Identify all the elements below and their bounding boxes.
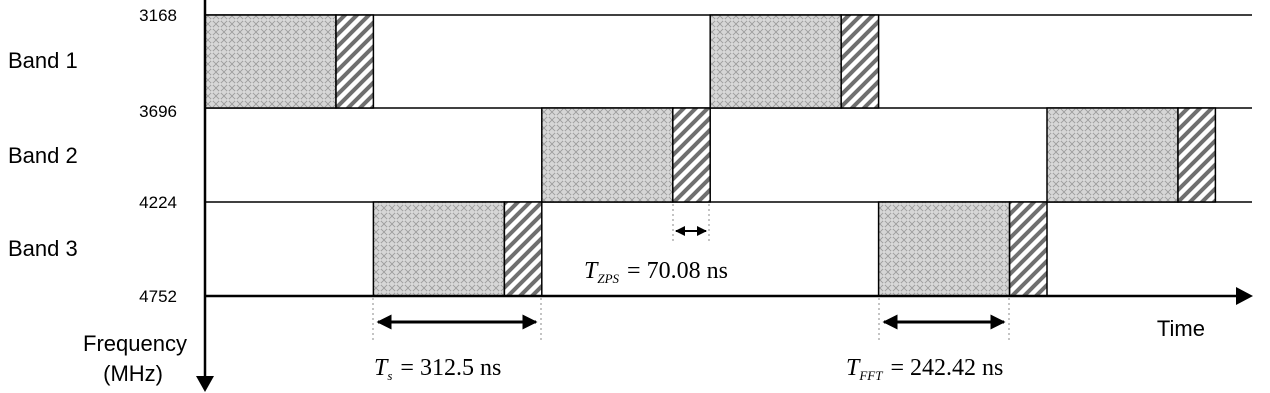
fft-block-3 (542, 108, 673, 202)
tfft-annotation (846, 355, 1003, 383)
fft-block-5 (879, 202, 1010, 296)
zps-block-1 (336, 15, 373, 108)
tick-4752: 4752 (139, 287, 177, 306)
band-label-1: Band 1 (8, 48, 78, 73)
fft-block-6 (1047, 108, 1178, 202)
tfft-subscript: FFT (859, 368, 883, 383)
ts-symbol: T (374, 355, 388, 381)
tfft-value: = 242.42 ns (890, 355, 1004, 381)
ts-annotation (374, 355, 501, 383)
time-axis-arrowhead (1236, 287, 1253, 305)
fft-block-4 (710, 15, 841, 108)
x-axis-label: Time (1156, 316, 1205, 341)
tfft-symbol: T (846, 355, 860, 381)
tzps-annotation (584, 258, 728, 286)
y-axis-label-line1: Frequency (83, 331, 187, 356)
band-label-3: Band 3 (8, 236, 78, 261)
fft-block-2 (373, 202, 504, 296)
tick-3696: 3696 (139, 102, 177, 121)
zps-block-2 (504, 202, 541, 296)
ts-subscript: s (387, 368, 393, 383)
fft-block-1 (205, 15, 336, 108)
zps-block-5 (1010, 202, 1047, 296)
tzps-symbol: T (584, 258, 598, 284)
zps-block-3 (673, 108, 710, 202)
symbol-blocks (205, 15, 1215, 296)
tzps-subscript: ZPS (597, 271, 620, 286)
ts-value: = 312.5 ns (400, 355, 502, 381)
band-label-2: Band 2 (8, 143, 78, 168)
tick-3168: 3168 (139, 6, 177, 25)
zps-block-4 (841, 15, 878, 108)
tick-4224: 4224 (139, 193, 177, 212)
zps-block-6 (1178, 108, 1215, 202)
y-axis-label-line2: (MHz) (103, 361, 163, 386)
frequency-axis-arrowhead (196, 376, 214, 392)
tzps-value: = 70.08 ns (627, 258, 728, 284)
